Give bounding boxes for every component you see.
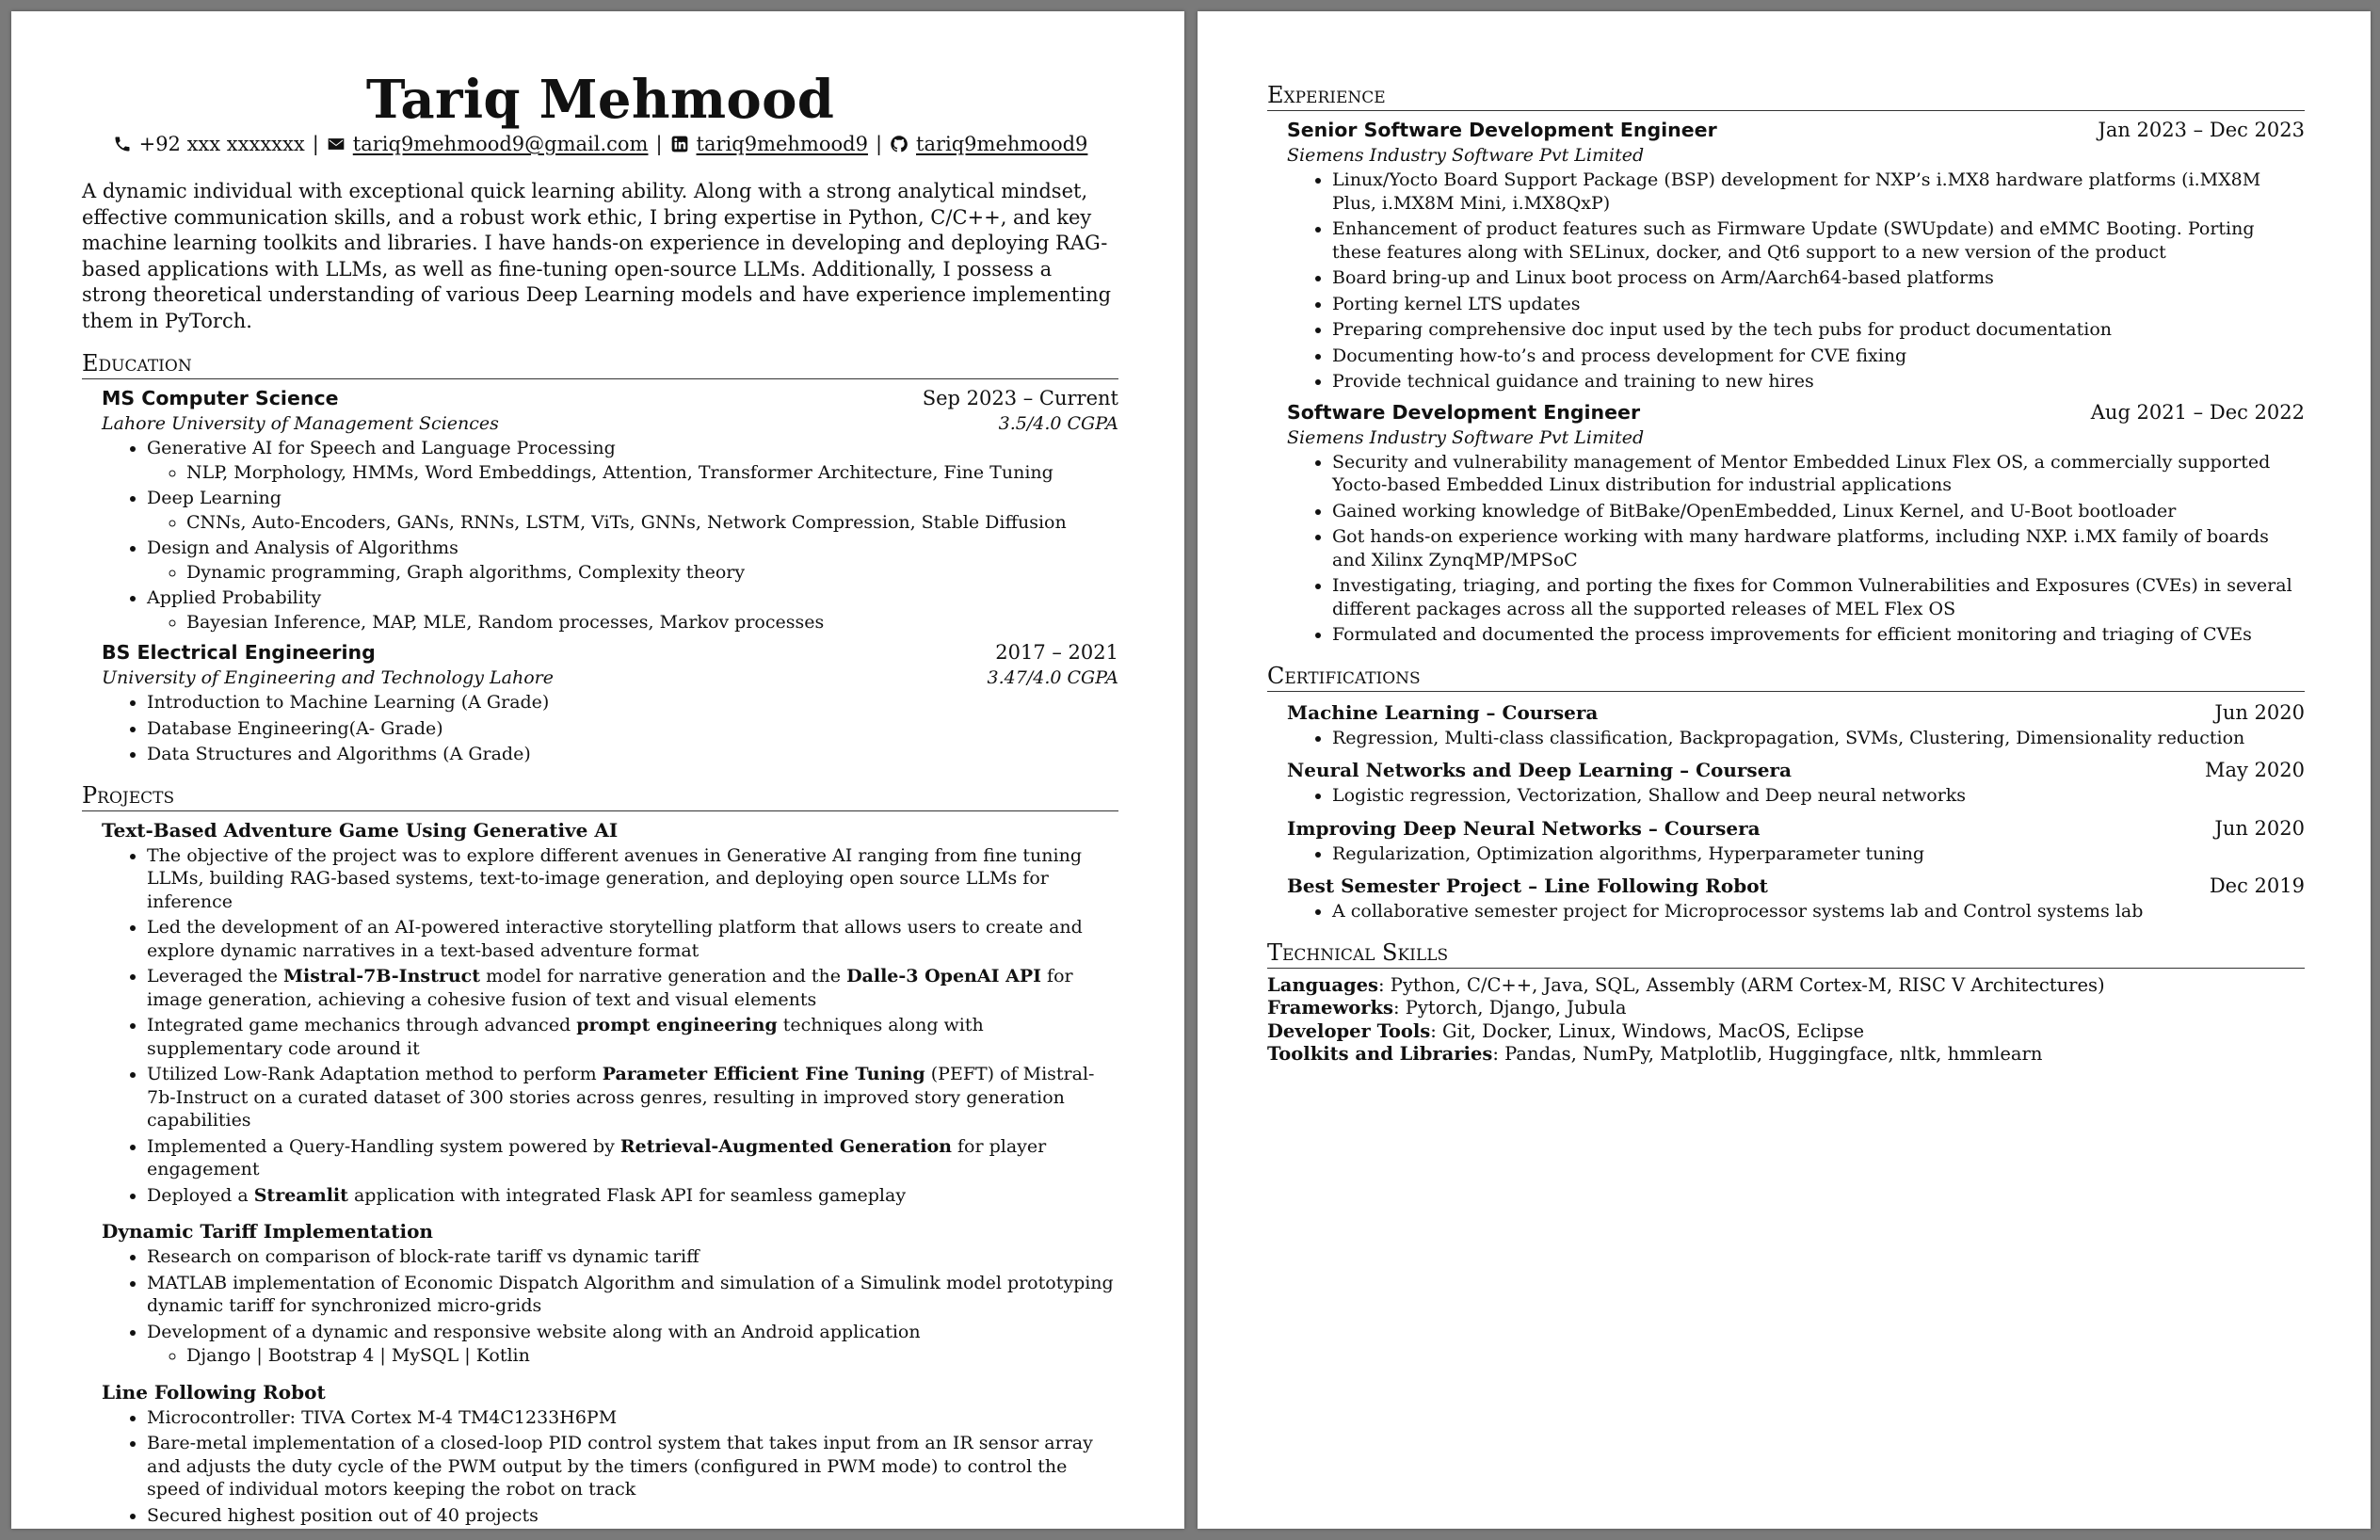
skill-row: Toolkits and Libraries: Pandas, NumPy, Matplotlib, Huggingface, nltk, hmmlearn <box>1267 1043 2043 1065</box>
list-item: • Regularization, Optimization algorithms, Hyperparameter tuning <box>1332 842 2305 866</box>
list-item: • Security and vulnerability management of Mentor Embedded Linux Flex OS, a commercially supported Yocto-based Embedded Linux distribution for industrial applications <box>1332 451 2305 497</box>
list-item: • Logistic regression, Vectorization, Shallow and Deep neural networks <box>1332 784 2305 808</box>
github-link[interactable]: tariq9mehmood9 <box>916 133 1088 155</box>
list-item: • Bare-metal implementation of a closed-loop PID control system that takes input from an IR sensor array and adjusts the duty cycle of the PWM output by the timers (configured in PWM mode) to control the speed of individual motors keeping the robot on track <box>147 1432 1118 1501</box>
candidate-name: Tariq Mehmood <box>365 69 835 131</box>
cert-date: May 2020 <box>2204 759 2305 781</box>
project-title: Line Following Robot <box>102 1380 326 1404</box>
education-entry-ms <box>102 385 1118 634</box>
cert-date: Dec 2019 <box>2209 874 2305 897</box>
list-item: • Integrated game mechanics through advanced prompt engineering techniques along with supplementary code around it <box>147 1014 1118 1060</box>
education-heading: Education <box>82 349 1118 379</box>
list-item: • Applied Probability ◦ Bayesian Inference, MAP, MLE, Random processes, Markov processes <box>147 586 1118 634</box>
resume-page-1 <box>11 11 1184 1529</box>
list-item: • Gained working knowledge of BitBake/OpenEmbedded, Linux Kernel, and U-Boot bootloader <box>1332 500 2305 523</box>
list-item: • Introduction to Machine Learning (A Grade) <box>147 691 1118 714</box>
contact-separator: | <box>655 133 663 155</box>
cert-provider: Coursera <box>1664 816 1761 840</box>
project-entry <box>102 817 1118 1208</box>
contact-separator: | <box>312 133 319 155</box>
skill-row: Languages: Python, C/C++, Java, SQL, Assembly (ARM Cortex-M, RISC V Architectures) <box>1267 973 2105 996</box>
summary-paragraph: A dynamic individual with exceptional quick learning ability. Along with a strong analytical mindset, effective communication skills, and a robust work ethic, I bring expertise in Python, C/C++, and key machine learning toolkits and libraries. I have hands-on experience in developing and deploying RAG-based applications with LLMs, as well as fine-tuning open-source LLMs. Additionally, I possess a strong theoretical understanding of various Deep Learning models and have experience implementing them in PyTorch. <box>82 180 1112 332</box>
list-item: • Deep Learning ◦ CNNs, Auto-Encoders, GANs, RNNs, LSTM, ViTs, GNNs, Network Compression, Stable Diffusion <box>147 487 1118 534</box>
cert-date: Jun 2020 <box>2214 816 2305 840</box>
list-item: • Secured highest position out of 40 projects <box>147 1504 1118 1528</box>
degree-title: BS Electrical Engineering <box>102 641 376 664</box>
school-name: Lahore University of Management Sciences <box>102 413 499 434</box>
list-item: ◦ Django | Bootstrap 4 | MySQL | Kotlin <box>186 1344 1118 1368</box>
course-list <box>102 437 1118 634</box>
list-item: • Board bring-up and Linux boot process on Arm/Aarch64-based platforms <box>1332 266 2305 290</box>
list-item: ◦ Dynamic programming, Graph algorithms, Complexity theory <box>186 561 1118 585</box>
company-name: Siemens Industry Software Pvt Limited <box>1287 145 1645 166</box>
email-link[interactable]: tariq9mehmood9@gmail.com <box>352 133 649 155</box>
experience-entry <box>1287 399 2305 647</box>
linkedin-link[interactable]: tariq9mehmood9 <box>696 133 868 155</box>
degree-dates: 2017 – 2021 <box>995 641 1118 664</box>
linkedin-icon <box>670 135 689 153</box>
list-item: • Linux/Yocto Board Support Package (BSP) development for NXP’s i.MX8 hardware platforms (i.MX8M Plus, i.MX8M Mini, i.MX8QxP) <box>1332 168 2305 215</box>
project-bullets <box>102 1245 1118 1368</box>
experience-entry <box>1287 117 2305 393</box>
list-item: • The objective of the project was to explore different avenues in Generative AI ranging from fine tuning LLMs, building RAG-based systems, text-to-image generation, and deploying open source LLMs for inference <box>147 844 1118 914</box>
list-item: ◦ NLP, Morphology, HMMs, Word Embeddings, Attention, Transformer Architecture, Fine Tuning <box>186 461 1118 485</box>
projects-heading: Projects <box>82 781 1118 811</box>
cert-provider: Line Following Robot <box>1544 874 1768 897</box>
list-item: • Implemented a Query-Handling system powered by Retrieval-Augmented Generation for player engagement <box>147 1135 1118 1181</box>
cert-name: Neural Networks and Deep Learning <box>1287 759 1674 781</box>
list-item: • Design and Analysis of Algorithms ◦ Dynamic programming, Graph algorithms, Complexity theory <box>147 537 1118 584</box>
certification-entry: Neural Networks and Deep Learning – Coursera May 2020 • Logistic regression, Vectorization, Shallow and Deep neural networks <box>1287 757 2305 808</box>
skill-row: Developer Tools: Git, Docker, Linux, Windows, MacOS, Eclipse <box>1267 1019 1865 1042</box>
list-item: • Formulated and documented the process improvements for efficient monitoring and triaging of CVEs <box>1332 623 2305 647</box>
list-item: • A collaborative semester project for Microprocessor systems lab and Control systems lab <box>1332 900 2305 923</box>
list-item: • MATLAB implementation of Economic Dispatch Algorithm and simulation of a Simulink model prototyping dynamic tariff for synchronized micro-grids <box>147 1272 1118 1318</box>
cert-provider: Coursera <box>1696 759 1792 781</box>
cert-name: Machine Learning <box>1287 700 1480 724</box>
cert-provider: Coursera <box>1502 700 1599 724</box>
cert-name: Improving Deep Neural Networks <box>1287 816 1642 840</box>
job-bullets <box>1287 451 2305 647</box>
list-item: • Preparing comprehensive doc input used by the tech pubs for product documentation <box>1332 318 2305 342</box>
skill-row: Frameworks: Pytorch, Django, Jubula <box>1267 997 1627 1019</box>
list-item: • Porting kernel LTS updates <box>1332 293 2305 316</box>
education-entry-bs <box>102 639 1118 766</box>
list-item: • Investigating, triaging, and porting the fixes for Common Vulnerabilities and Exposures (CVEs) in several different packages across all the supported releases of MEL Flex OS <box>1332 574 2305 620</box>
list-item: ◦ CNNs, Auto-Encoders, GANs, RNNs, LSTM, ViTs, GNNs, Network Compression, Stable Diffusion <box>186 511 1118 535</box>
contact-separator: | <box>875 133 883 155</box>
course-list <box>102 691 1118 766</box>
job-bullets <box>1287 168 2305 393</box>
project-title: Dynamic Tariff Implementation <box>102 1220 433 1243</box>
company-name: Siemens Industry Software Pvt Limited <box>1287 426 1645 448</box>
list-item: • Data Structures and Algorithms (A Grade) <box>147 743 1118 766</box>
certifications-heading: Certifications <box>1267 662 2305 692</box>
job-dates: Aug 2021 – Dec 2022 <box>2090 400 2305 424</box>
experience-heading: Experience <box>1267 81 2305 111</box>
job-title: Software Development Engineer <box>1287 400 1641 424</box>
certification-entry: Improving Deep Neural Networks – Coursera Jun 2020 • Regularization, Optimization algorithms, Hyperparameter tuning <box>1287 815 2305 866</box>
list-item: • Utilized Low-Rank Adaptation method to perform Parameter Efficient Fine Tuning (PEFT) of Mistral-7b-Instruct on a curated dataset of 300 stories across genres, resulting in improved story generation capabilities <box>147 1063 1118 1132</box>
degree-title: MS Computer Science <box>102 387 339 409</box>
certification-entry: Machine Learning – Coursera Jun 2020 • Regression, Multi-class classification, Backpropagation, SVMs, Clustering, Dimensionality reduction <box>1287 699 2305 750</box>
list-item: • Enhancement of product features such as Firmware Update (SWUpdate) and eMMC Booting. Porting these features along with SELinux, docker, and Qt6 support to a new version of the product <box>1332 217 2305 264</box>
list-item: • Database Engineering(A- Grade) <box>147 717 1118 741</box>
list-item: • Provide technical guidance and training to new hires <box>1332 370 2305 393</box>
list-item: ◦ Bayesian Inference, MAP, MLE, Random processes, Markov processes <box>186 611 1118 634</box>
list-item: • Leveraged the Mistral-7B-Instruct model for narrative generation and the Dalle-3 OpenAI API for image generation, achieving a cohesive fusion of text and visual elements <box>147 965 1118 1011</box>
gpa: 3.47/4.0 CGPA <box>987 667 1118 688</box>
envelope-icon <box>327 135 346 153</box>
skills-heading: Technical Skills <box>1267 938 2305 969</box>
github-icon <box>890 135 909 153</box>
skills-list <box>1267 974 2305 1067</box>
school-name: University of Engineering and Technology Lahore <box>102 667 554 688</box>
gpa: 3.5/4.0 CGPA <box>998 413 1118 434</box>
list-item: • Research on comparison of block-rate tariff vs dynamic tariff <box>147 1245 1118 1269</box>
contact-line <box>82 130 1118 158</box>
list-item: • Regression, Multi-class classification, Backpropagation, SVMs, Clustering, Dimensionality reduction <box>1332 727 2305 750</box>
certification-entry: Best Semester Project – Line Following Robot Dec 2019 • A collaborative semester project for Microprocessor systems lab and Control systems lab <box>1287 873 2305 923</box>
list-item: • Development of a dynamic and responsive website along with an Android application ◦ Django | Bootstrap 4 | MySQL | Kotlin <box>147 1321 1118 1368</box>
resume-page-2 <box>1198 11 2371 1529</box>
phone-icon <box>113 135 132 153</box>
list-item: • Led the development of an AI-powered interactive storytelling platform that allows users to create and explore dynamic narratives in a text-based adventure format <box>147 916 1118 962</box>
project-entry <box>102 1379 1118 1528</box>
project-title: Text-Based Adventure Game Using Generative AI <box>102 818 619 842</box>
cert-name: Best Semester Project <box>1287 874 1522 897</box>
job-dates: Jan 2023 – Dec 2023 <box>2098 119 2305 141</box>
list-item: • Got hands-on experience working with many hardware platforms, including NXP. i.MX family of boards and Xilinx ZynqMP/MPSoC <box>1332 525 2305 571</box>
list-item: • Deployed a Streamlit application with integrated Flask API for seamless gameplay <box>147 1184 1118 1208</box>
cert-date: Jun 2020 <box>2214 700 2305 724</box>
list-item: • Documenting how-to’s and process development for CVE fixing <box>1332 345 2305 368</box>
job-title: Senior Software Development Engineer <box>1287 119 1717 141</box>
list-item: • Microcontroller: TIVA Cortex M-4 TM4C1233H6PM <box>147 1406 1118 1430</box>
project-entry <box>102 1218 1118 1368</box>
phone-number: +92 xxx xxxxxxx <box>138 133 305 155</box>
project-bullets <box>102 1406 1118 1528</box>
project-bullets <box>102 844 1118 1208</box>
list-item: • Generative AI for Speech and Language Processing ◦ NLP, Morphology, HMMs, Word Embeddings, Attention, Transformer Architecture, Fine Tuning <box>147 437 1118 484</box>
degree-dates: Sep 2023 – Current <box>922 387 1118 409</box>
